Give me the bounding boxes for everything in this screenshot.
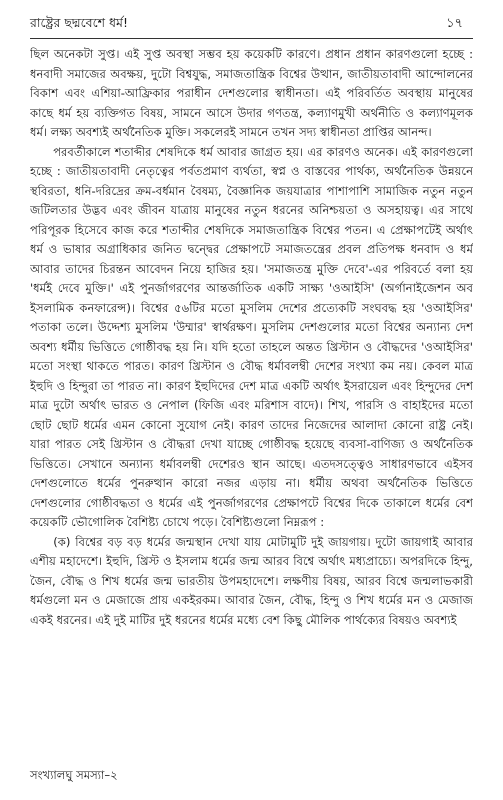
body-text [30,45,473,750]
paragraph-1: ছিল অনেকটা সুপ্ত। এই সুপ্ত অবস্থা সম্ভব হয় কয়েকটি কারণে। প্রধান প্রধান কারণগুলো হচ্ছে : ধনবাদী সমাজের অবক্ষয়, দুটো বিশ্বযুদ্ধ, সমাজতান্ত্রিক বিশ্বের উত্থান, জাতীয়তাবাদী আন্দোলনের বিকাশ এবং এশিয়া-আফ্রিকার পরাধীন দেশগুলোর স্বাধীনতা। এই পরিবর্তিত অবস্থায় মানুষের কাছে ধর্ম হয় ব্যক্তিগত বিষয়, সামনে আসে উদার গণতন্ত্র, কল্যাণমুখী অর্থনীতি ও কল্যাণমূলক ধর্ম। লক্ষ্য অবশ্যই অর্থনৈতিক মুক্তি। সকলেরই সামনে তখন সদ্য স্বাধীনতা প্রাপ্তির আনন্দ। [30,47,473,139]
page-number: ১৭ [446,16,463,31]
running-head [30,14,473,38]
paragraph-2: পরবর্তীকালে শতাব্দীর শেষদিকে ধর্ম আবার জাগ্রত হয়। এর কারণও অনেক। এই কারণগুলো হচ্ছে : জাতীয়তাবাদী নেতৃত্বের পর্বতপ্রমাণ ব্যর্থতা, স্বপ্ন ও বাস্তবের পার্থক্য, অর্থনৈতিক উন্নয়নে স্থবিরতা, ধনি-দরিদ্রের ক্রম-বর্ধমান বৈষম্য, বৈজ্ঞানিক জয়যাত্রার পাশাপাশি সামাজিক নতুন নতুন জটিলতার উদ্ভব এবং জীবন যাত্রায় মানুষের নতুন ধরনের অনিশ্চয়তা ও অসহায়ত্ব। এর সাথে পরিপূরক হিসেবে কাজ করে শতাব্দীর শেষদিকে সমাজতান্ত্রিক বিশ্বের পতন। এ প্রেক্ষাপটেই অর্থাৎ ধর্ম ও ভাষার অগ্রাধিকার জনিত দ্বন্দ্বের প্রেক্ষাপটে সমাজতন্ত্রের প্রবল প্রতিপক্ষ ধনবাদ ও ধর্ম আবার তাদের চিরন্তন আবেদন নিয়ে হাজির হয়। 'সমাজতন্ত্র মুক্তি দেবে'-এর পরিবর্তে বলা হয় 'ধর্মই দেবে মুক্তি।' এই পুনর্জাগরণের আন্তর্জাতিক একটি সাক্ষ্য 'ওআইসি' (অর্গানাইজেশন অব ইসলামিক কনফারেন্স)। বিশ্বের ৫৬টির মতো মুসলিম দেশের প্রত্যেকটি সংঘবদ্ধ হয় 'ওআইসির' পতাকা তলে। উদ্দেশ্য মুসলিম 'উম্মার' স্বার্থরক্ষণ। মুসলিম দেশগুলোর মতো বিশ্বের অন্যান্য দেশ অবশ্য ধর্মীয় ভিত্তিতে গোষ্ঠীবদ্ধ হয় নি। যদি হতো তাহলে অন্তত খ্রিস্টান ও বৌদ্ধদের 'ওআইসির' মতো সংস্থা থাকতে পারত। কারণ খ্রিস্টান ও বৌদ্ধ ধর্মাবলম্বী দেশের সংখ্যা কম নয়। কেবল মাত্র ইহুদি ও হিন্দুরা তা পারত না। কারণ ইহুদিদের দেশ মাত্র একটি অর্থাৎ ইসরায়েল এবং হিন্দুদের দেশ মাত্র দুটো অর্থাৎ ভারত ও নেপাল (ফিজি এবং মরিশাস বাদে)। শিখ, পারসি ও বাহাইদের মতো ছোট ছোট ধর্মের এমন কোনো সুযোগ নেই। কারণ তাদের নিজেদের আলাদা কোনো রাষ্ট্র নেই। যারা পারত সেই খ্রিস্টান ও বৌদ্ধরা দেখা যাচ্ছে গোষ্ঠীবদ্ধ হয়েছে ব্যবসা-বাণিজ্য ও অর্থনৈতিক ভিত্তিতে। সেখানে অন্যান্য ধর্মাবলম্বী দেশেরও স্থান আছে। এতদসত্ত্বেও সাধারণভাবে এইসব দেশগুলোতে ধর্মের পুনরুত্থান কারো নজর এড়ায় না। ধর্মীয় অথবা অর্থনৈতিক ভিত্তিতে দেশগুলোর গোষ্ঠীবদ্ধতা ও ধর্মের এই পুনর্জাগরণের প্রেক্ষাপটে বিশ্বের দিকে তাকালে ধর্মের বেশ কয়েকটি ভৌগোলিক বৈশিষ্ট্য চোখে পড়ে। বৈশিষ্ট্যগুলো নিম্নরূপ : [30,144,473,529]
header-rule [30,38,473,39]
running-head-title: রাষ্ট্রের ছদ্মবেশে ধর্ম! [30,15,128,30]
footer-signature: সংখ্যালঘু সমস্যা–২ [30,768,118,782]
paragraph-3: (ক) বিশ্বের বড় বড় ধর্মের জন্মস্থান দেখা যায় মোটামুটি দুই জায়গায়। দুটো জায়গাই আবার এশীয় মহাদেশে। ইহুদি, খ্রিস্ট ও ইসলাম ধর্মের জন্ম আরব বিশ্বে অর্থাৎ মধ্যপ্রাচ্যে। অপরদিকে হিন্দু, জৈন, বৌদ্ধ ও শিখ ধর্মের জন্ম ভারতীয় উপমহাদেশে। লক্ষণীয় বিষয়, আরব বিশ্বে জন্মলাভকারী ধর্মগুলো মন ও মেজাজে প্রায় একইরকম। আবার জৈন, বৌদ্ধ, হিন্দু ও শিখ ধর্মের মন ও মেজাজ একই ধরনের। এই দুই মাটির দুই ধরনের ধর্মের মধ্যে বেশ কিছু মৌলিক পার্থক্যের বিষয়ও অবশ্যই [30,534,473,627]
